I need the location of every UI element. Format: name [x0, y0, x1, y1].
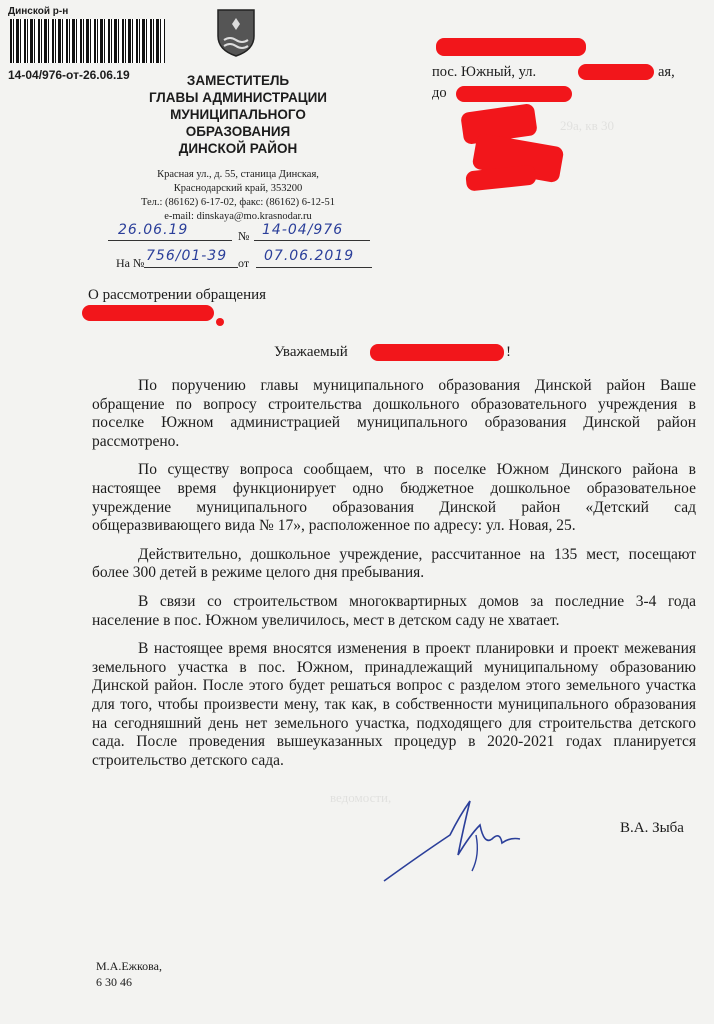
ref-date-line	[256, 267, 372, 268]
coat-of-arms-icon	[214, 6, 258, 58]
ref-number-line	[144, 267, 238, 268]
handwritten-signature	[380, 795, 540, 885]
sender-organization	[120, 72, 356, 157]
registration-code: 14-04/976-от-26.06.19	[8, 68, 130, 82]
bleed-through-text: ведомости,	[330, 790, 392, 805]
redaction-block	[578, 64, 654, 80]
ref-number: 756/01-39	[146, 248, 228, 264]
org-line: МУНИЦИПАЛЬНОГО	[170, 107, 306, 122]
barcode	[10, 19, 165, 63]
body-paragraph: В настоящее время вносятся изменения в проект планировки и проект межевания земельного участка в пос. Южном, принадлежащий муниципальному образованию Динской район. После этого будет решаться вопрос с разделом этого земельного участка для того, чтобы произвести мену, так как, в собственности муниципального образования на сегодняшний день нет земельного участка, подходящего для строительства детского сада. После проведения вышеуказанных процедур в 2020-2021 годах планируется строительство детского сада.	[92, 640, 696, 769]
executor-name: М.А.Ежкова,	[96, 959, 163, 973]
letter-subject: О рассмотрении обращения	[88, 287, 267, 303]
recipient-street: пос. Южный, ул.	[432, 64, 537, 80]
body-paragraph: Действительно, дошкольное учреждение, рассчитанное на 135 мест, посещают более 300 детей в режиме целого дня пребывания.	[92, 545, 696, 582]
body-paragraph: В связи со строительством многоквартирных домов за последние 3-4 года население в пос. Южном увеличилось, мест в детском саду не хватает.	[92, 592, 696, 629]
org-line: ОБРАЗОВАНИЯ	[185, 124, 291, 139]
number-line	[254, 240, 370, 241]
executor-phone: 6 30 46	[96, 975, 132, 989]
date-line	[108, 240, 232, 241]
recipient-address-line	[432, 63, 536, 82]
signatory-name: В.А. Зыба	[620, 820, 684, 836]
address-line: Красная ул., д. 55, станица Динская,	[157, 169, 319, 180]
executor-info	[96, 958, 162, 990]
greeting-prefix: Уважаемый	[274, 344, 348, 360]
address-line: Краснодарский край, 353200	[173, 183, 303, 194]
number-sign: №	[238, 229, 250, 243]
redaction-block	[216, 318, 224, 326]
greeting-suffix: !	[506, 344, 511, 360]
redaction-block	[370, 344, 504, 361]
ref-prefix: На №	[116, 256, 145, 270]
org-line: ДИНСКОЙ РАЙОН	[178, 141, 298, 156]
ref-from: от	[238, 256, 250, 270]
ref-date: 07.06.2019	[264, 248, 355, 264]
body-paragraph: По поручению главы муниципального образования Динской район Ваше обращение по вопросу строительства дошкольного образовательного учреждения в поселке Южном администрацией муниципального образования Динской район рассмотрено.	[92, 377, 696, 450]
registration-number: 14-04/976	[262, 222, 344, 238]
body-paragraph: По существу вопроса сообщаем, что в поселке Южном Динского района в настоящее время функционирует одно бюджетное дошкольное образовательное учреждение муниципального образования Динской район «Детский сад общеразвивающего вида № 17», расположенное по адресу: ул. Новая, 25.	[92, 461, 696, 535]
address-line: e-mail: dinskaya@mo.krasnodar.ru	[164, 211, 312, 222]
redaction-block	[456, 86, 572, 102]
address-line: Тел.: (86162) 6-17-02, факс: (86162) 6-12-51	[140, 197, 336, 208]
letter-body	[92, 377, 696, 780]
greeting	[274, 344, 348, 361]
registration-date: 26.06.19	[118, 222, 189, 238]
recipient-house: до	[432, 85, 447, 101]
recipient-street-end: ая,	[658, 64, 675, 80]
sender-address	[112, 168, 364, 224]
redaction-block	[436, 38, 586, 56]
bleed-through-text: 29а, кв 30	[560, 118, 614, 133]
org-line: ГЛАВЫ АДМИНИСТРАЦИИ	[148, 90, 328, 105]
org-line: ЗАМЕСТИТЕЛЬ	[186, 73, 290, 88]
redaction-block	[82, 305, 214, 321]
barcode-label: Динской р-н	[8, 6, 69, 17]
